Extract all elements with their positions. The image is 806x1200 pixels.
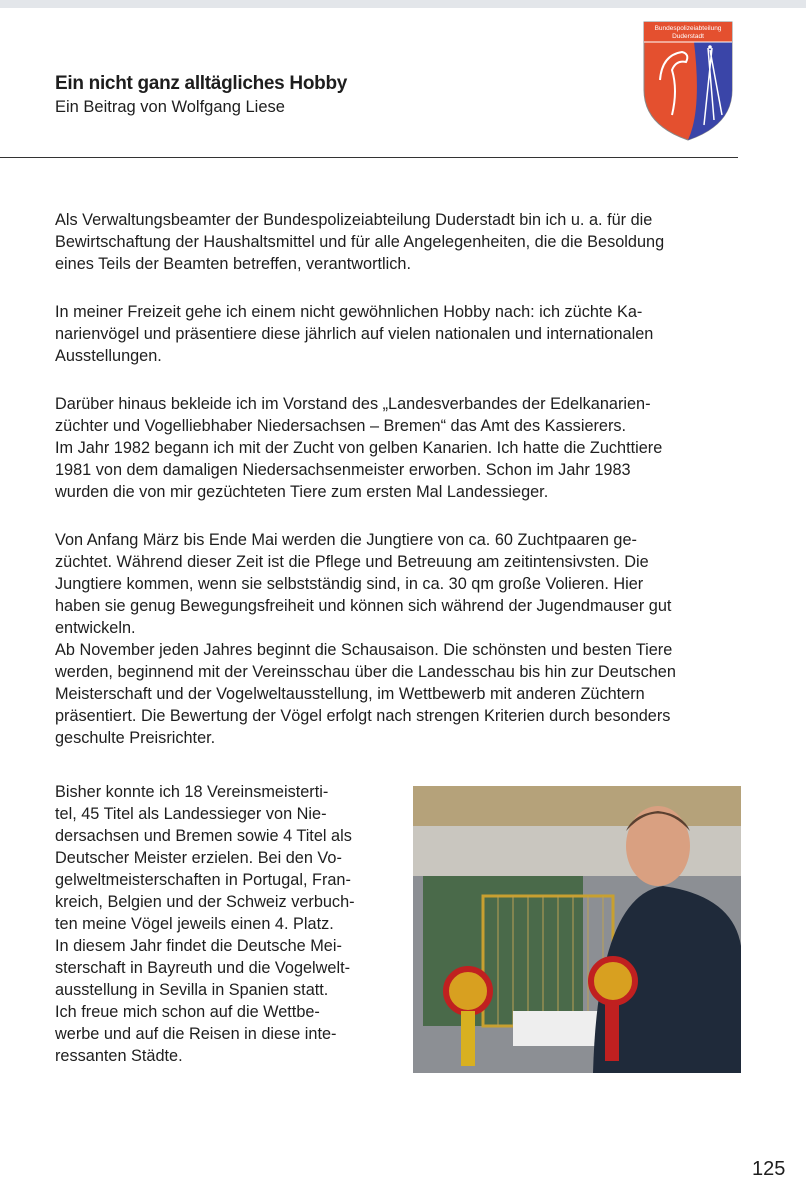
article-body	[55, 209, 676, 775]
text-line: Von Anfang März bis Ende Mai werden die Jungtiere von ca. 60 Zuchtpaaren ge-	[55, 531, 637, 549]
paragraph	[55, 209, 676, 275]
text-line: sterschaft in Bayreuth und die Vogelwelt-	[55, 959, 351, 977]
text-line: Bisher konnte ich 18 Vereinsmeisterti-	[55, 783, 329, 801]
paragraph	[55, 529, 676, 639]
text-line: 1981 von dem damaligen Niedersachsenmeister erworben. Schon im Jahr 1983	[55, 461, 631, 479]
text-line: In meiner Freizeit gehe ich einem nicht gewöhnlichen Hobby nach: ich züchte Ka-	[55, 303, 643, 321]
text-line: haben sie genug Bewegungsfreiheit und können sich während der Jugendmauser gut	[55, 597, 672, 615]
text-line: tel, 45 Titel als Landessieger von Nie-	[55, 805, 327, 823]
text-line: Ab November jeden Jahres beginnt die Schausaison. Die schönsten und besten Tiere	[55, 641, 673, 659]
text-line: züchter und Vogelliebhaber Niedersachsen – Bremen“ das Amt des Kassierers.	[55, 417, 627, 435]
text-line: ressanten Städte.	[55, 1047, 183, 1065]
page-number: 125	[752, 1158, 786, 1180]
text-line: ten meine Vögel jeweils einen 4. Platz.	[55, 915, 334, 933]
text-line: dersachsen und Bremen sowie 4 Titel als	[55, 827, 352, 845]
text-line: Jungtiere kommen, wenn sie selbstständig sind, in ca. 30 qm große Volieren. Hier	[55, 575, 644, 593]
text-line: narienvögel und präsentiere diese jährlich auf vielen nationalen und internationalen	[55, 325, 654, 343]
article-title: Ein nicht ganz alltägliches Hobby	[55, 73, 348, 94]
text-line: werbe und auf die Reisen in diese inte-	[55, 1025, 337, 1043]
text-line: werden, beginnend mit der Vereinsschau über die Landesschau bis hin zur Deutschen	[55, 663, 676, 681]
text-line: In diesem Jahr findet die Deutsche Mei-	[55, 937, 342, 955]
text-line: eines Teils der Beamten betreffen, verantwortlich.	[55, 255, 411, 273]
text-line: wurden die von mir gezüchteten Tiere zum ersten Mal Landessieger.	[55, 483, 549, 501]
text-line: züchtet. Während dieser Zeit ist die Pflege und Betreuung am zeitintensivsten. Die	[55, 553, 649, 571]
text-line: präsentiert. Die Bewertung der Vögel erfolgt nach strengen Kriterien durch besonders	[55, 707, 671, 725]
text-line: Ich freue mich schon auf die Wettbe-	[55, 1003, 320, 1021]
text-line: Als Verwaltungsbeamter der Bundespolizeiabteilung Duderstadt bin ich u. a. für die	[55, 211, 653, 229]
police-crest-logo	[642, 20, 734, 142]
text-line: Meisterschaft und der Vogelweltausstellung, im Wettbewerb mit anderen Züchtern	[55, 685, 645, 703]
text-line: kreich, Belgien und der Schweiz verbuch-	[55, 893, 355, 911]
text-line: gelweltmeisterschaften in Portugal, Fran-	[55, 871, 351, 889]
text-line: geschulte Preisrichter.	[55, 729, 216, 747]
text-line: Im Jahr 1982 begann ich mit der Zucht von gelben Kanarien. Ich hatte die Zuchttiere	[55, 439, 663, 457]
svg-text:Bundespolizeiabteilung: Bundespolizeiabteilung	[654, 25, 722, 32]
paragraph	[55, 393, 676, 503]
text-line: Deutscher Meister erzielen. Bei den Vo-	[55, 849, 342, 867]
text-line: ausstellung in Sevilla in Spanien statt.	[55, 981, 329, 999]
svg-text:Duderstadt: Duderstadt	[672, 33, 704, 40]
paragraph	[55, 639, 676, 749]
paragraph	[55, 301, 676, 367]
article-byline: Ein Beitrag von Wolfgang Liese	[55, 98, 285, 116]
text-line: Bewirtschaftung der Haushaltsmittel und für alle Angelegenheiten, die die Besoldung	[55, 233, 665, 251]
text-line: Ausstellungen.	[55, 347, 162, 365]
scan-edge	[0, 0, 806, 8]
header-divider	[0, 157, 738, 158]
left-column-paragraph	[55, 781, 355, 1067]
photo-breeder-with-canary-cage	[413, 786, 741, 1073]
text-line: entwickeln.	[55, 619, 136, 637]
text-line: Darüber hinaus bekleide ich im Vorstand des „Landesverbandes der Edelkanarien-	[55, 395, 651, 413]
